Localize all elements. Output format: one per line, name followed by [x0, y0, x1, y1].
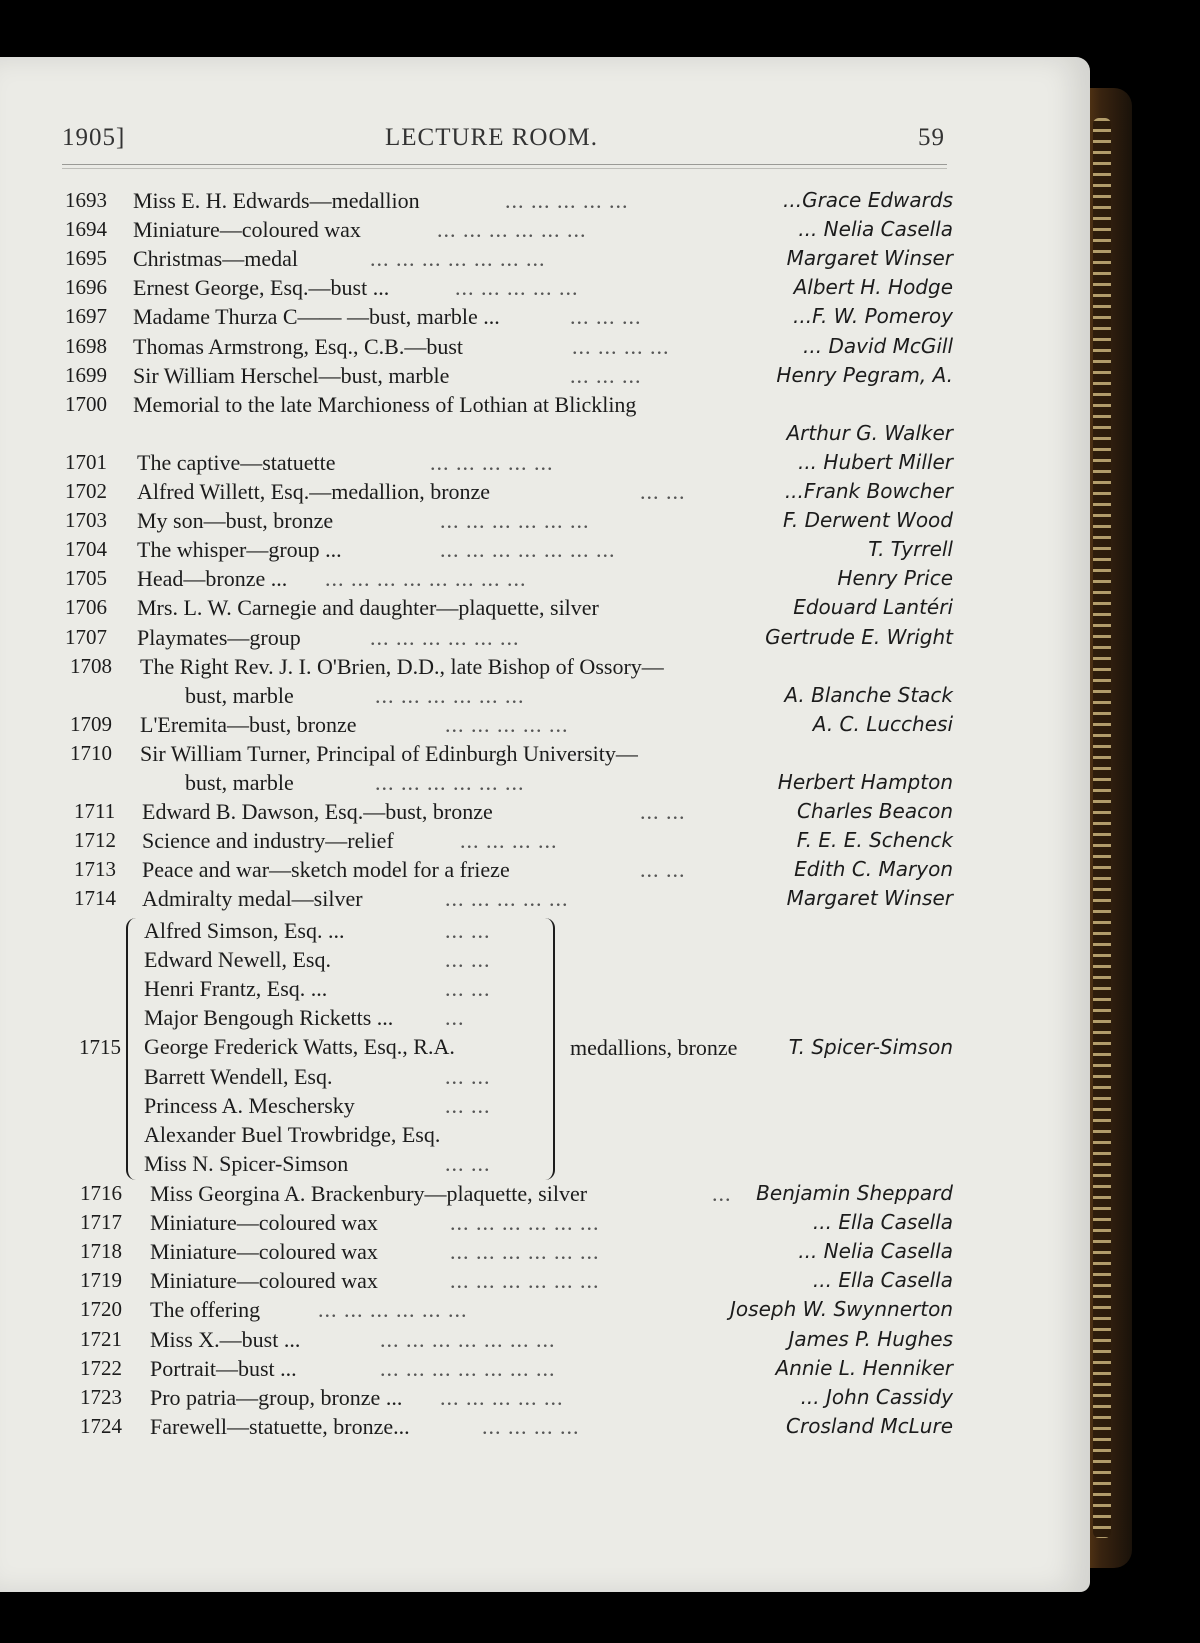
entry-title: Miss X.—bust ... [150, 1326, 301, 1352]
leader-dots: ... ... ... ... ... ... ... ... [325, 566, 527, 592]
entry-artist: T. Tyrrell [868, 537, 953, 562]
group-member-row [0, 1093, 1090, 1122]
entry-row [0, 741, 1090, 770]
entry-title: Madame Thurza C—— —bust, marble ... [133, 304, 500, 330]
entry-row [0, 712, 1090, 741]
leader-dots: ... ... [445, 918, 491, 943]
header-title: LECTURE ROOM. [385, 124, 598, 151]
leader-dots: ... ... ... ... ... ... ... [440, 537, 616, 563]
entry-number: 1720 [80, 1297, 122, 1322]
entry-number: 1706 [65, 595, 107, 620]
entry-number: 1704 [65, 537, 107, 562]
group-member-name: Barrett Wendell, Esq. [144, 1063, 333, 1089]
entry-row [0, 363, 1090, 392]
entry-row [0, 1385, 1090, 1414]
entry-title: Ernest George, Esq.—bust ... [133, 275, 390, 301]
leader-dots: ... ... ... ... ... ... ... [370, 246, 546, 272]
entry-row [0, 508, 1090, 537]
entry-number: 1707 [65, 624, 107, 649]
leader-dots: ... ... ... ... ... ... ... [380, 1326, 556, 1352]
entry-number: 1709 [70, 711, 112, 736]
entry-row [0, 1210, 1090, 1239]
entry-title: L'Eremita—bust, bronze [140, 711, 357, 737]
leader-dots: ... ... ... ... ... ... [375, 682, 525, 708]
entry-artist: Herbert Hampton [777, 770, 953, 794]
entry-title: The whisper—group ... [137, 537, 342, 563]
leader-dots: ... ... ... ... ... ... [318, 1297, 468, 1323]
leader-dots: ... ... [445, 1063, 491, 1089]
entry-title: Miss E. H. Edwards—medallion [133, 188, 420, 213]
group-member-name: Alfred Simson, Esq. ... [144, 918, 345, 943]
entry-artist: ... Ella Casella [812, 1210, 953, 1235]
leader-dots: ... ... [640, 857, 686, 883]
leader-dots: ... ... ... ... [572, 333, 670, 359]
entry-artist: F. Derwent Wood [782, 508, 953, 533]
entry-row [0, 334, 1090, 363]
entry-row [0, 625, 1090, 654]
entry-artist: ... David McGill [803, 333, 953, 358]
entry-row [0, 683, 1090, 712]
entry-row [0, 595, 1090, 624]
entry-artist: ... Nelia Casella [798, 1239, 953, 1264]
leader-dots: ... ... ... ... ... [440, 1384, 564, 1410]
entry-title: Miniature—coloured wax [150, 1239, 378, 1265]
header-year: 1905] [62, 124, 126, 151]
group-member-name: Edward Newell, Esq. [144, 947, 331, 973]
entry-artist: Henry Price [837, 566, 953, 591]
entry-artist: ... Nelia Casella [798, 217, 953, 242]
entry-row [0, 654, 1090, 683]
entry-artist: Henry Pegram, A. [776, 362, 953, 387]
entry-row [0, 421, 1090, 450]
entry-title: Mrs. L. W. Carnegie and daughter—plaquette, silver [137, 595, 599, 621]
entry-title: The captive—statuette [137, 449, 336, 475]
leader-dots: ... ... ... ... ... ... [450, 1210, 600, 1236]
group-member-name: George Frederick Watts, Esq., R.A. [144, 1034, 455, 1060]
entry-title: Edward B. Dawson, Esq.—bust, bronze [142, 799, 493, 825]
entry-artist: A. C. Lucchesi [812, 711, 953, 736]
entry-row [0, 450, 1090, 479]
entry-number: 1714 [74, 886, 116, 911]
leader-dots: ... ... [640, 479, 686, 504]
entry-title: Head—bronze ... [137, 566, 288, 592]
entry-row [0, 1297, 1090, 1326]
entry-row [0, 1181, 1090, 1210]
group-member-name: Major Bengough Ricketts ... [144, 1005, 394, 1031]
group-member-name: Princess A. Meschersky [144, 1092, 355, 1118]
entry-number: 1716 [80, 1181, 122, 1205]
entry-title: Miniature—coloured wax [150, 1268, 378, 1294]
entry-row [0, 1327, 1090, 1356]
leader-dots: ... ... ... ... [460, 828, 558, 854]
entry-artist: Annie L. Henniker [775, 1355, 953, 1380]
entry-artist: ... Ella Casella [812, 1268, 953, 1293]
entry-title: My son—bust, bronze [137, 508, 334, 534]
leader-dots: ... ... ... ... ... ... [375, 770, 525, 795]
entry-title: Portrait—bust ... [150, 1355, 297, 1381]
entry-row [0, 246, 1090, 275]
entry-title: Playmates—group [137, 624, 301, 650]
entry-number: 1700 [65, 391, 107, 416]
leader-dots: ... ... ... ... ... ... [450, 1268, 600, 1294]
leader-dots: ... ... [445, 1150, 491, 1176]
entry-number: 1701 [65, 449, 107, 474]
entry-title: bust, marble [185, 770, 294, 795]
group-member-row [0, 1034, 1090, 1063]
entry-row [0, 304, 1090, 333]
entry-number: 1721 [80, 1326, 122, 1351]
entry-row [0, 1414, 1090, 1443]
entry-title: bust, marble [185, 682, 294, 708]
leader-dots: ... ... ... [570, 362, 642, 388]
entry-artist: Joseph W. Swynnerton [730, 1297, 953, 1322]
leader-dots: ... ... ... ... ... ... [450, 1239, 600, 1265]
leader-dots: ... ... ... ... ... [445, 886, 569, 912]
entry-number: 1698 [65, 333, 107, 358]
leader-dots: ... ... ... [570, 304, 642, 330]
entry-title: Admiralty medal—silver [142, 886, 363, 912]
entry-number: 1717 [80, 1210, 122, 1235]
leader-dots: ... ... ... ... ... [445, 711, 569, 737]
leader-dots: ... ... [445, 1092, 491, 1118]
entry-number: 1708 [70, 653, 112, 678]
group-member-row [0, 1064, 1090, 1093]
group-member-name: Henri Frantz, Esq. ... [144, 976, 328, 1002]
group-description: medallions, bronze [570, 1035, 738, 1060]
entry-number: 1695 [65, 246, 107, 271]
group-member-row [0, 918, 1090, 947]
entry-number: 1719 [80, 1268, 122, 1293]
entry-row [0, 1239, 1090, 1268]
group-member-row [0, 976, 1090, 1005]
entry-artist: ... Hubert Miller [797, 449, 953, 474]
leader-dots: ... ... [445, 976, 491, 1002]
entry-row [0, 828, 1090, 857]
entry-artist: Margaret Winser [786, 886, 953, 911]
entry-number: 1713 [74, 857, 116, 882]
entry-number: 1696 [65, 275, 107, 300]
entry-title: Science and industry—relief [142, 828, 394, 854]
header-rule [62, 164, 947, 169]
entry-title: The offering [150, 1297, 261, 1323]
entry-row [0, 1268, 1090, 1297]
leader-dots: ... [712, 1181, 732, 1206]
entry-title: Farewell—statuette, bronze... [150, 1413, 410, 1439]
entry-row [0, 537, 1090, 566]
entry-artist: ...Grace Edwards [783, 188, 953, 212]
entry-artist: ...Frank Bowcher [784, 479, 953, 503]
entry-title: Miniature—coloured wax [150, 1210, 378, 1236]
group-member-row [0, 947, 1090, 976]
entry-artist: A. Blanche Stack [784, 682, 953, 707]
entry-title: Sir William Herschel—bust, marble [133, 362, 450, 388]
entry-row [0, 770, 1090, 799]
entry-row [0, 188, 1090, 217]
entry-title: The Right Rev. J. I. O'Brien, D.D., late Bishop of Ossory— [140, 653, 664, 679]
entry-title: Miss Georgina A. Brackenbury—plaquette, silver [150, 1181, 588, 1206]
entry-artist: Edouard Lantéri [793, 595, 953, 620]
group-number: 1715 [79, 1035, 121, 1059]
entry-title: Thomas Armstrong, Esq., C.B.—bust [133, 333, 464, 359]
group-artist: T. Spicer-Simson [788, 1035, 953, 1059]
running-header [0, 124, 1090, 160]
group-member-row [0, 1122, 1090, 1151]
entry-artist: Benjamin Sheppard [756, 1181, 953, 1205]
entry-title: Memorial to the late Marchioness of Lothian at Blickling [133, 391, 637, 417]
leader-dots: ... ... ... ... ... [505, 188, 629, 213]
leader-dots: ... ... [640, 799, 686, 825]
entry-number: 1703 [65, 508, 107, 533]
leader-dots: ... ... ... ... ... ... ... [380, 1355, 556, 1381]
entry-artist: ...F. W. Pomeroy [793, 304, 953, 329]
leader-dots: ... ... ... ... ... ... [437, 217, 587, 243]
leader-dots: ... ... ... ... ... [430, 449, 554, 475]
entry-row [0, 479, 1090, 508]
entry-artist: F. E. E. Schenck [796, 828, 953, 853]
entry-artist: Charles Beacon [797, 799, 953, 824]
entry-artist: Margaret Winser [786, 246, 953, 271]
leader-dots: ... ... ... ... ... ... [440, 508, 590, 534]
entry-artist: ... John Cassidy [800, 1384, 953, 1409]
entry-title: Alfred Willett, Esq.—medallion, bronze [137, 479, 491, 504]
entry-row [0, 275, 1090, 304]
entry-number: 1699 [65, 362, 107, 387]
entry-number: 1697 [65, 304, 107, 329]
entry-number: 1710 [70, 740, 112, 765]
entry-number: 1702 [65, 479, 107, 503]
group-member-name: Alexander Buel Trowbridge, Esq. [144, 1121, 441, 1147]
entry-title: Pro patria—group, bronze ... [150, 1384, 403, 1410]
leader-dots: ... ... [445, 947, 491, 973]
entry-number: 1722 [80, 1355, 122, 1380]
entry-number: 1711 [74, 799, 116, 824]
entry-number: 1724 [80, 1413, 122, 1438]
entry-title: Miniature—coloured wax [133, 217, 361, 243]
entry-number: 1694 [65, 217, 107, 242]
entry-artist: Edith C. Maryon [794, 857, 953, 882]
book-spine-edge [1093, 118, 1111, 1538]
group-member-row [0, 1005, 1090, 1034]
leader-dots: ... ... ... ... [482, 1413, 580, 1439]
entry-row [0, 857, 1090, 886]
entry-artist: Arthur G. Walker [786, 420, 953, 445]
entry-row [0, 799, 1090, 828]
entry-artist: Albert H. Hodge [793, 275, 953, 300]
entry-number: 1705 [65, 566, 107, 591]
leader-dots: ... ... ... ... ... [455, 275, 579, 301]
entry-row [0, 217, 1090, 246]
leader-dots: ... [445, 1005, 465, 1031]
entry-title: Christmas—medal [133, 246, 298, 272]
entry-artist: James P. Hughes [788, 1326, 953, 1351]
group-member-row [0, 1151, 1090, 1180]
entry-title: Peace and war—sketch model for a frieze [142, 857, 510, 883]
entry-row [0, 566, 1090, 595]
entry-number: 1712 [74, 828, 116, 853]
entry-number: 1693 [65, 188, 107, 212]
entry-artist: Crosland McLure [786, 1413, 953, 1438]
group-member-name: Miss N. Spicer-Simson [144, 1150, 349, 1176]
entry-number: 1718 [80, 1239, 122, 1264]
entry-row [0, 886, 1090, 915]
entry-row [0, 392, 1090, 421]
entry-artist: Gertrude E. Wright [765, 624, 953, 649]
entry-number: 1723 [80, 1384, 122, 1409]
page-number: 59 [918, 124, 945, 151]
entry-title: Sir William Turner, Principal of Edinburgh University— [140, 740, 638, 766]
entry-row [0, 1356, 1090, 1385]
leader-dots: ... ... ... ... ... ... [370, 624, 520, 650]
